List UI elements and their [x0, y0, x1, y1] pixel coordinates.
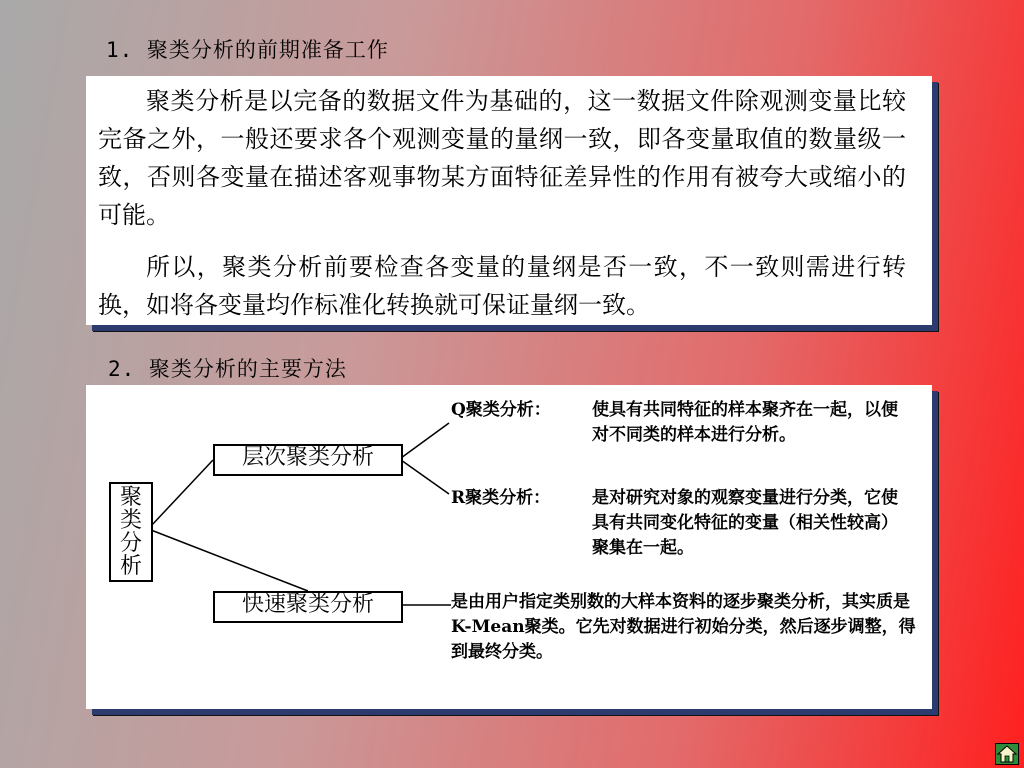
root-char: 分: [119, 531, 142, 556]
section2-heading: 2. 聚类分析的主要方法: [108, 357, 347, 381]
hierarchical-cluster-box: 层次聚类分析: [213, 444, 403, 476]
r-cluster-label: R聚类分析：: [451, 488, 551, 508]
cluster-analysis-root-box: [109, 482, 153, 582]
connector-hier-q: [401, 423, 449, 458]
preparation-paragraph-1: 聚类分析是以完备的数据文件为基础的，这一数据文件除观测变量比较完备之外，一般还要求各个观测变量的量纲一致，即各变量取值的数量级一致，否则各变量在描述客观事物某方面特征差异性的作用有被夸大或缩小的可能。: [98, 87, 906, 229]
r-cluster-description: 是对研究对象的观察变量进行分类，它使具有共同变化特征的变量（相关性较高）聚集在一起。: [592, 488, 898, 558]
root-char: 类: [119, 508, 142, 533]
section1-heading: 1. 聚类分析的前期准备工作: [106, 38, 389, 62]
home-icon: [996, 744, 1018, 764]
connector-root-hier: [151, 460, 213, 526]
kmeans-cluster-box: 快速聚类分析: [213, 591, 403, 623]
q-cluster-label: Q聚类分析：: [451, 400, 551, 420]
q-cluster-description: 使具有共同特征的样本聚齐在一起，以便对不同类的样本进行分析。: [592, 400, 898, 445]
kmeans-description: 是由用户指定类别数的大样本资料的逐步聚类分析，其实质是K-Mean聚类。它先对数据进行初始分类，然后逐步调整，得到最终分类。: [451, 592, 916, 662]
root-char: 聚: [119, 485, 142, 510]
connector-root-kmeans: [151, 530, 308, 591]
home-button[interactable]: [995, 743, 1019, 765]
connector-hier-r: [401, 460, 449, 494]
root-char: 析: [119, 554, 142, 579]
preparation-paragraph-2: 所以，聚类分析前要检查各变量的量纲是否一致，不一致则需进行转换，如将各变量均作标准化转换就可保证量纲一致。: [98, 253, 906, 319]
